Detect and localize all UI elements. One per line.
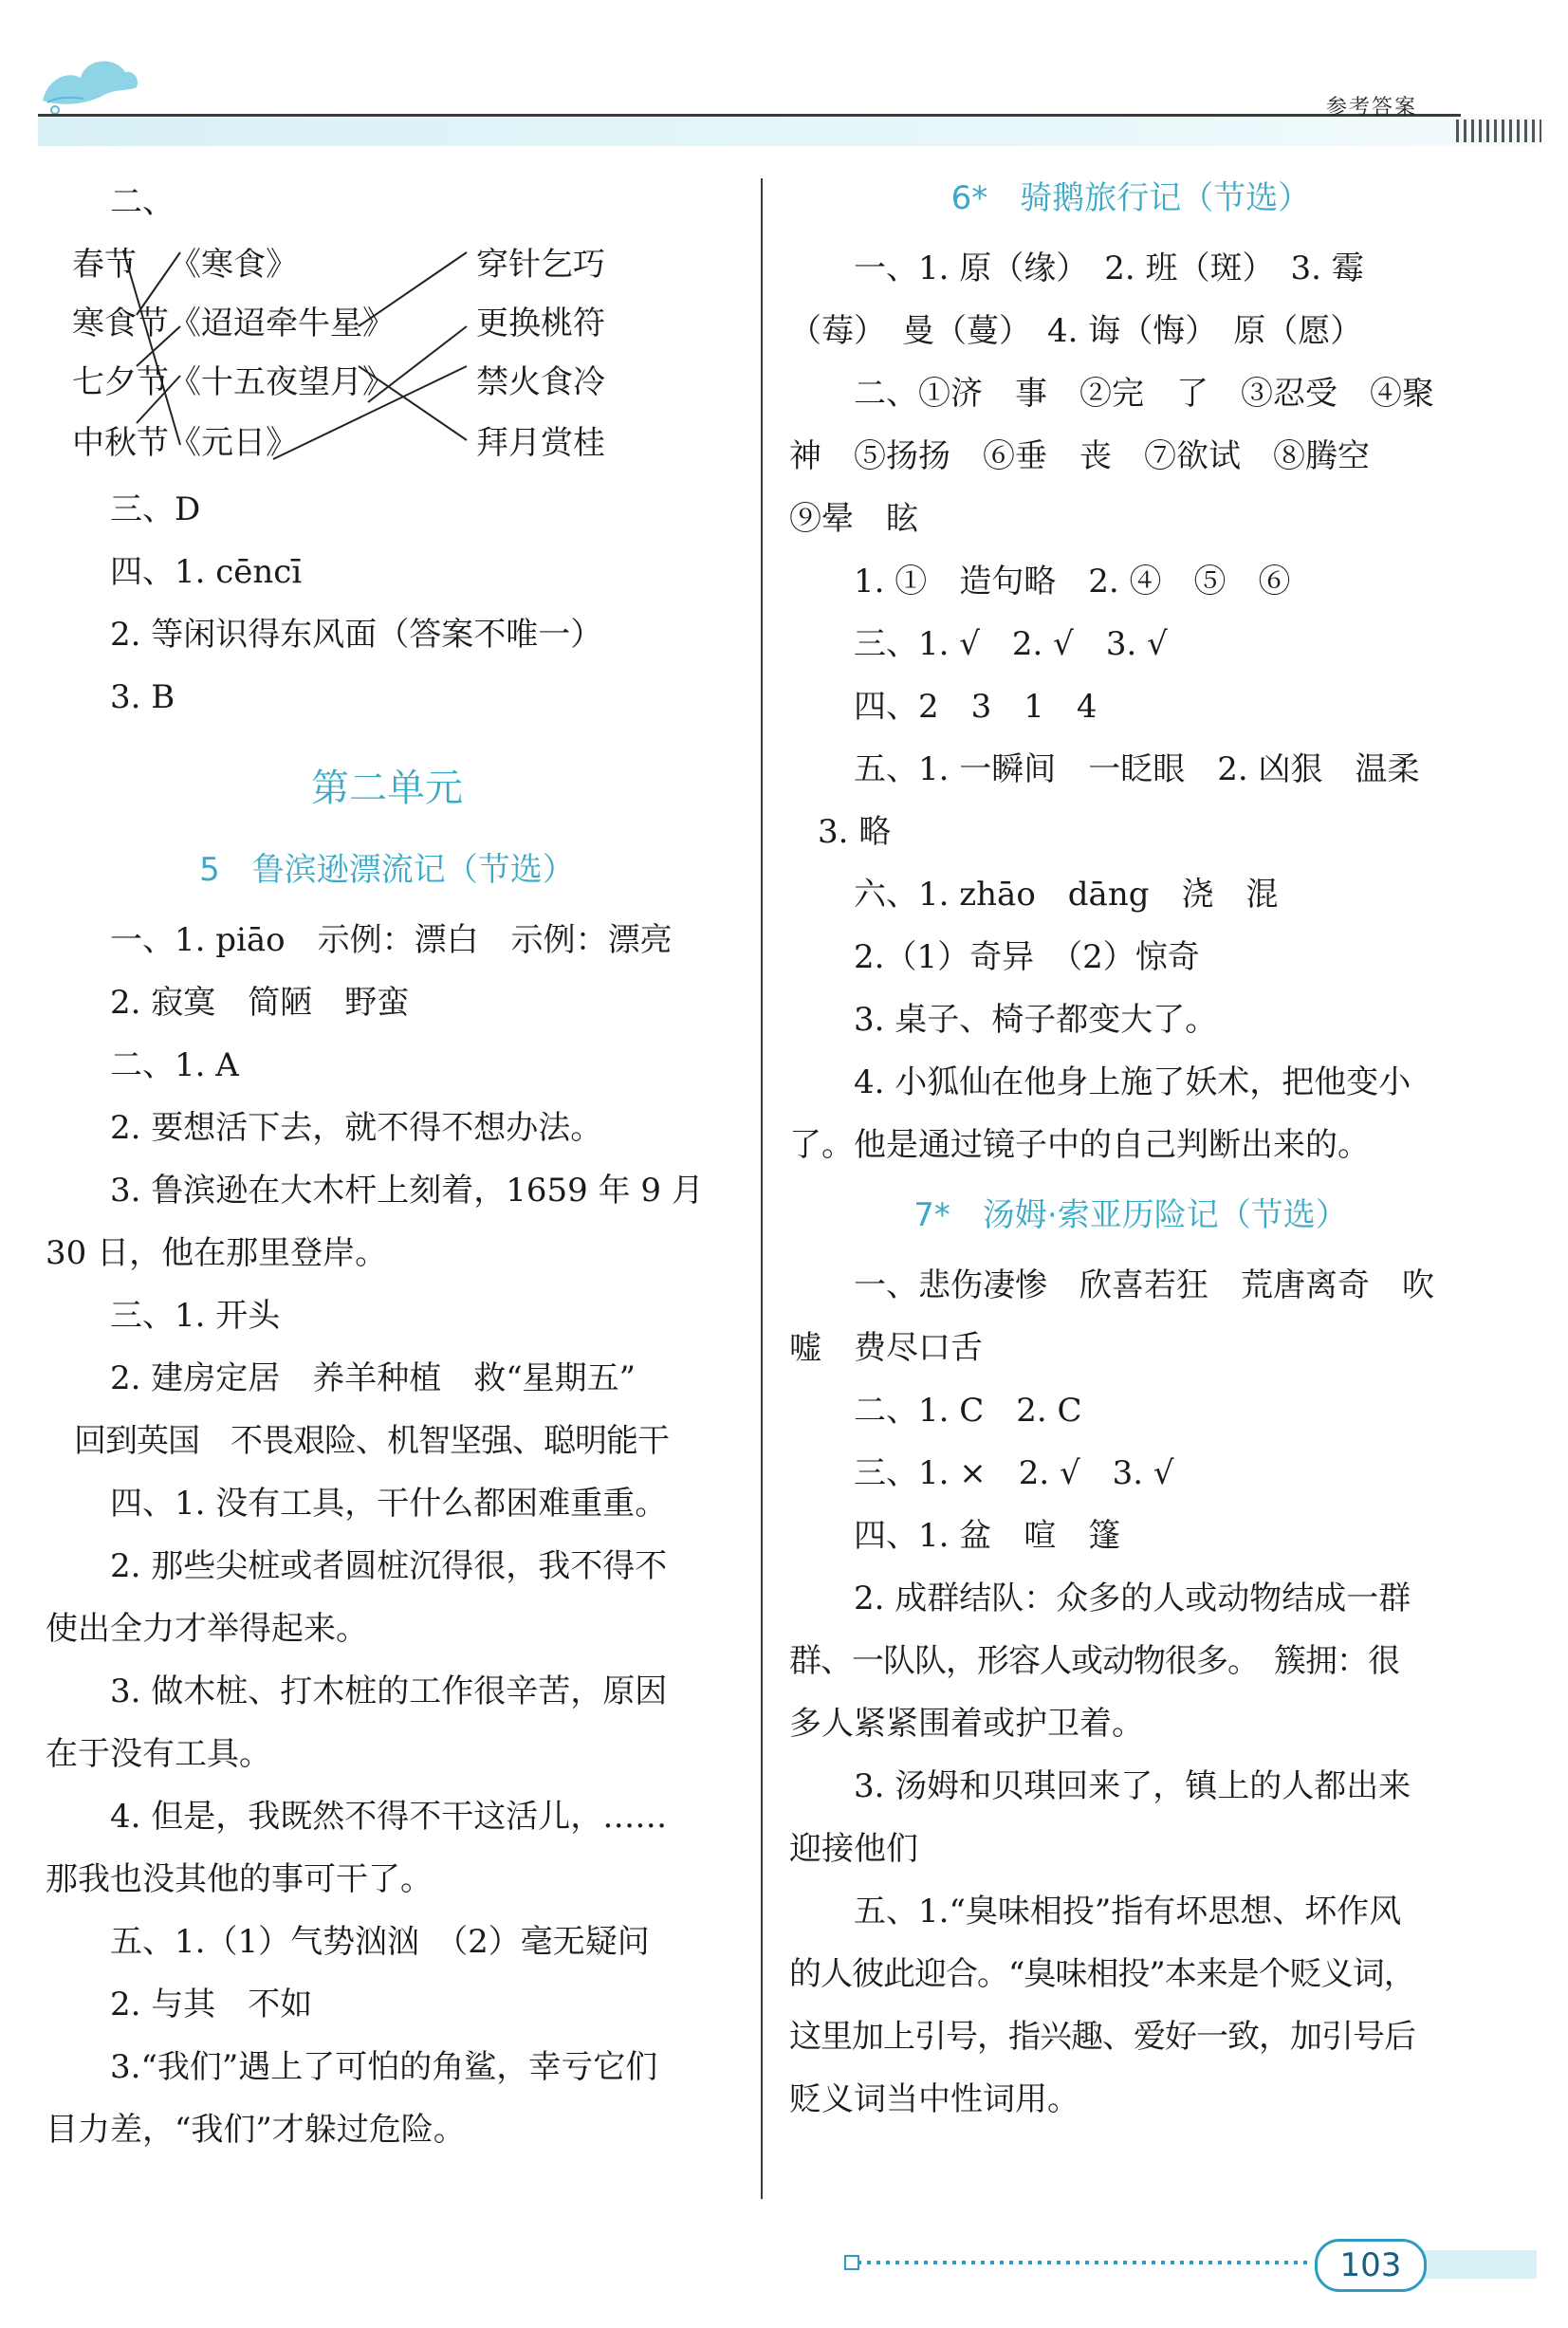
custom-item: 禁火食冷: [476, 363, 605, 401]
custom-item: 更换桃符: [476, 305, 605, 342]
answer-line: 四、1. 没有工具，干什么都困难重重。: [110, 1485, 668, 1523]
answer-line: 六、1. zhāo dāng 浇 混: [854, 876, 1279, 914]
column-divider: [761, 178, 763, 2199]
answer-line: 1. ① 造句略 2. ④ ⑤ ⑥: [854, 563, 1291, 600]
answer-line: 4. 但是，我既然不得不干这活儿，……: [110, 1798, 668, 1836]
unit-title: 第二单元: [311, 767, 463, 810]
answer-line: 那我也没其他的事可干了。: [46, 1860, 433, 1898]
festival-item: 寒食节: [72, 305, 169, 342]
answer-line: 了。他是通过镜子中的自己判断出来的。: [789, 1126, 1370, 1164]
left-column: [46, 171, 729, 2161]
answer-line: 2. 要想活下去，就不得不想办法。: [110, 1109, 603, 1147]
answer-line: 的人彼此迎合。“臭味相投”本来是个贬义词，: [789, 1955, 1415, 1993]
answer-line: 嘘 费尽口舌: [789, 1329, 983, 1367]
answer-line: 五、1. 一瞬间 一眨眼 2. 凶狠 温柔: [854, 750, 1420, 788]
answer-line: 三、D: [110, 490, 201, 528]
answer-line: 30 日，他在那里登岸。: [46, 1234, 388, 1272]
poem-item: 《迢迢牵牛星》: [169, 305, 395, 342]
answer-line: 3. 鲁滨逊在大木杆上刻着，1659 年 9 月: [110, 1172, 704, 1210]
answer-line: 三、1. √ 2. √ 3. √: [854, 625, 1168, 663]
right-column: [789, 171, 1472, 2131]
answer-line: 多人紧紧围着或护卫着。: [789, 1705, 1144, 1743]
answer-line: 群、一队队，形容人或动物很多。 簇拥：很: [789, 1642, 1399, 1680]
page-header: [0, 0, 1568, 152]
answer-line: 3.“我们”遇上了可怕的角鲨，幸亏它们: [110, 2048, 658, 2086]
header-band: [38, 118, 1537, 146]
lesson-5-title: 5 鲁滨逊漂流记（节选）: [199, 851, 575, 889]
custom-item: 穿针乞巧: [476, 246, 605, 284]
header-rule: [38, 114, 1461, 117]
answer-line: 3. 桌子、椅子都变大了。: [854, 1001, 1218, 1039]
answer-line: 这里加上引号，指兴趣、爱好一致，加引号后: [789, 2018, 1415, 2056]
answer-line: 2. 寂寞 简陋 野蛮: [110, 984, 410, 1022]
answer-line: 五、1.（1）气势汹汹 （2）毫无疑问: [110, 1923, 650, 1961]
festival-item: 春节: [72, 246, 137, 284]
answer-line: 2. 那些尖桩或者圆桩沉得很，我不得不: [110, 1547, 668, 1585]
answer-line: 二、1. A: [110, 1046, 239, 1084]
answer-line: 在于没有工具。: [46, 1735, 271, 1773]
footer-band: [1423, 2250, 1537, 2279]
answer-line: 2. 与其 不如: [110, 1986, 313, 2023]
header-ticks: [1456, 120, 1541, 142]
answer-line: 四、2 3 1 4: [854, 688, 1098, 726]
answer-line: 二、①济 事 ②完 了 ③忍受 ④聚: [854, 375, 1434, 413]
lesson-7-title: 7* 汤姆·索亚历险记（节选）: [913, 1196, 1348, 1234]
answer-line: 3. 略: [818, 813, 892, 851]
answer-line: 一、1. piāo 示例：漂白 示例：漂亮: [110, 921, 673, 959]
answer-line: 目力差，“我们”才躲过危险。: [46, 2111, 466, 2149]
answer-line: 一、悲伤凄惨 欣喜若狂 荒唐离奇 吹: [854, 1266, 1434, 1304]
answer-line: 迎接他们: [789, 1830, 918, 1868]
answer-line: 二、1. C 2. C: [854, 1392, 1082, 1430]
answer-line: 神 ⑤扬扬 ⑥垂 丧 ⑦欲试 ⑧腾空: [789, 437, 1370, 475]
answer-line: 3. 汤姆和贝琪回来了，镇上的人都出来: [854, 1767, 1411, 1805]
answer-line: 2. 等闲识得东风面（答案不唯一）: [110, 616, 603, 654]
q2-label: 二、: [110, 183, 175, 221]
footer-dotted-rule: [858, 2261, 1313, 2264]
answer-line: （莓） 曼（蔓） 4. 诲（悔） 原（愿）: [789, 312, 1363, 350]
answer-line: 使出全力才举得起来。: [46, 1610, 368, 1648]
answer-line: 贬义词当中性词用。: [789, 2080, 1079, 2118]
answer-line: 五、1.“臭味相投”指有坏思想、坏作风: [854, 1893, 1402, 1931]
answer-line: 4. 小狐仙在他身上施了妖术，把他变小: [854, 1063, 1411, 1101]
festival-item: 中秋节: [72, 424, 169, 462]
answer-line: 四、1. cēncī: [110, 553, 303, 591]
answer-line: 四、1. 盆 喧 篷: [854, 1517, 1121, 1555]
poem-item: 《元日》: [169, 424, 298, 462]
answer-line: 回到英国 不畏艰险、机智坚强、聪明能干: [74, 1422, 669, 1460]
answer-line: ⑨晕 眩: [789, 500, 918, 538]
page-number: 103: [1315, 2239, 1427, 2292]
answer-line: 三、1. × 2. √ 3. √: [854, 1454, 1174, 1492]
poem-item: 《寒食》: [169, 246, 298, 284]
matching-exercise: [46, 233, 729, 565]
answer-line: 3. 做木桩、打木桩的工作很辛苦，原因: [110, 1672, 668, 1710]
cloud-logo-icon: [38, 42, 142, 118]
custom-item: 拜月赏桂: [476, 424, 605, 462]
lesson-6-title: 6* 骑鹅旅行记（节选）: [950, 179, 1311, 217]
answer-line: 2. 成群结队：众多的人或动物结成一群: [854, 1580, 1411, 1617]
answer-line: 2.（1）奇异 （2）惊奇: [854, 938, 1200, 976]
header-label: 参考答案: [1326, 96, 1418, 120]
festival-item: 七夕节: [72, 363, 169, 401]
answer-line: 3. B: [110, 678, 175, 716]
answer-line: 三、1. 开头: [110, 1297, 281, 1335]
answer-line: 2. 建房定居 养羊种植 救“星期五”: [110, 1359, 636, 1397]
poem-item: 《十五夜望月》: [169, 363, 395, 401]
answer-line: 一、1. 原（缘） 2. 班（斑） 3. 霉: [854, 249, 1364, 287]
